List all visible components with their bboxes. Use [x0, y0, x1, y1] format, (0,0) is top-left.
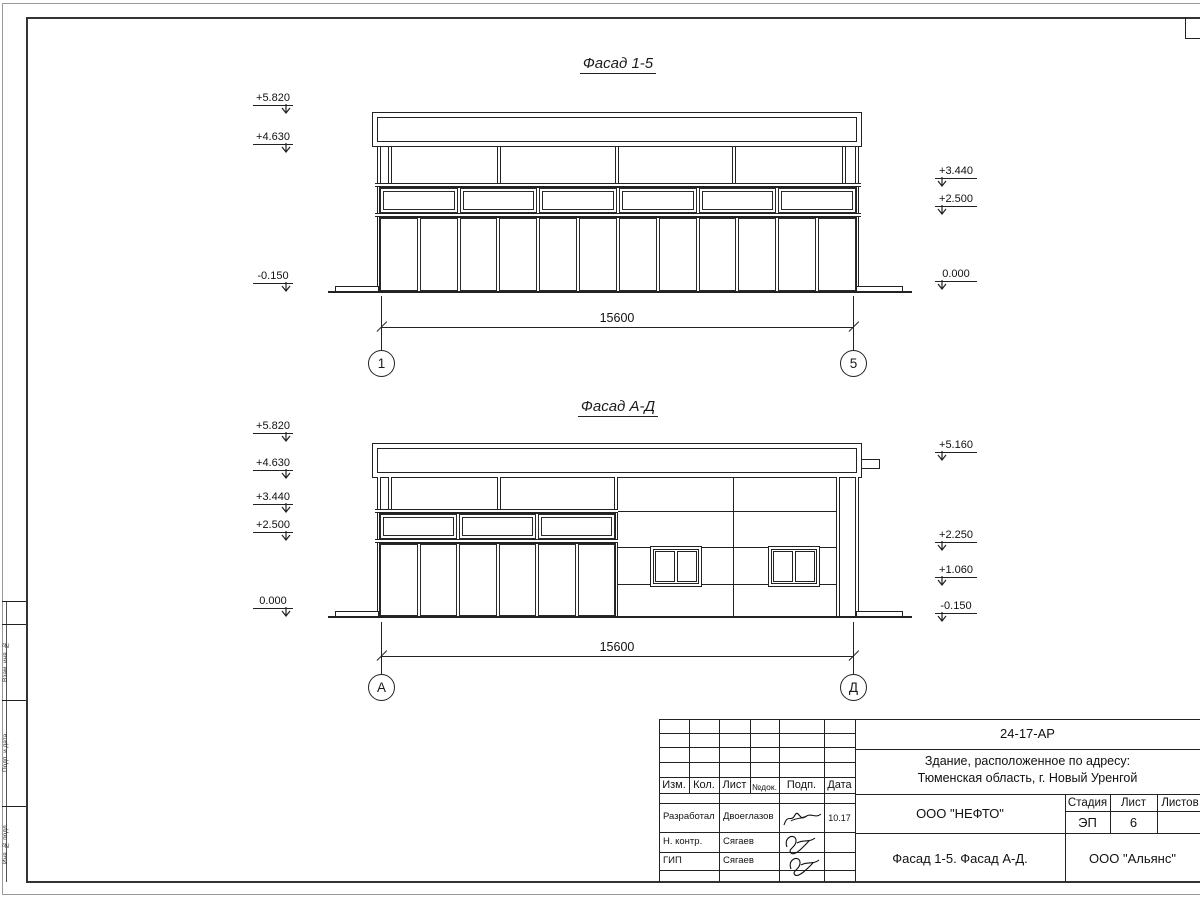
elevation-mark: +2.500: [253, 519, 293, 533]
axis-bubble: А: [368, 674, 395, 701]
ground-line: [328, 291, 912, 293]
axis-bubble: 5: [840, 350, 867, 377]
address-line-2: Тюменская область, г. Новый Уренгой: [917, 771, 1138, 785]
ground-line: [328, 616, 912, 618]
elevation-mark: 0.000: [253, 595, 293, 609]
outer-border-top: [2, 3, 1200, 4]
dimension-label: 15600: [599, 311, 635, 325]
stage-value: ЭП: [1078, 815, 1097, 830]
dimension-line: [381, 656, 853, 657]
window: [768, 546, 820, 587]
dimension-line: [381, 327, 853, 328]
elevation-mark: +2.250: [935, 529, 977, 543]
elevation-mark: +3.440: [935, 165, 977, 179]
sheets-label: Листов: [1161, 797, 1199, 809]
elevation-mark: +3.440: [253, 491, 293, 505]
elevation-mark: +1.060: [935, 564, 977, 578]
elevation-mark: 0.000: [935, 268, 977, 282]
frame-left: [26, 17, 28, 883]
frame-bottom: [26, 881, 1200, 883]
col-kol: Кол.: [693, 779, 715, 791]
facade-title: Фасад 1-5: [518, 55, 718, 72]
signature: [781, 805, 823, 831]
roof-pipe: [861, 459, 880, 469]
signature: [779, 831, 825, 879]
elevation-mark: +4.630: [253, 131, 293, 145]
row-name: Двоеглазов: [723, 811, 774, 822]
binding-label: Инв. № подл.: [2, 823, 9, 865]
outer-border-bottom: [2, 894, 1200, 895]
transom-row: [379, 513, 616, 540]
elevation-mark: +4.630: [253, 457, 293, 471]
sheet-title: Фасад 1-5. Фасад А-Д.: [892, 851, 1028, 866]
sheet-value: 6: [1129, 815, 1138, 830]
wall-joint: [618, 511, 836, 512]
elevation-mark: -0.150: [253, 270, 293, 284]
row-date: 10.17: [828, 813, 851, 823]
col-podp: Подп.: [786, 779, 817, 791]
elevation-mark: +5.820: [253, 420, 293, 434]
top-right-stamp-box: [1185, 17, 1186, 39]
facade-title: Фасад А-Д: [518, 398, 718, 415]
row-role: Н. контр.: [663, 836, 703, 847]
axis-bubble: 1: [368, 350, 395, 377]
company-name: ООО "Альянс": [1089, 851, 1176, 866]
row-name: Сягаев: [723, 836, 754, 847]
doc-number: 24-17-АР: [1000, 726, 1055, 741]
stage-label: Стадия: [1067, 797, 1108, 809]
storefront-glazing: [379, 217, 857, 292]
col-data: Дата: [827, 779, 852, 791]
transom-row: [379, 187, 857, 214]
corner-column-right: [855, 477, 859, 617]
row-name: Сягаев: [723, 855, 754, 866]
binding-label: Подп. и дата: [2, 733, 9, 773]
elevation-mark: +5.160: [935, 439, 977, 453]
frame-top: [26, 17, 1200, 19]
col-izm: Изм.: [662, 779, 686, 791]
wall-joint: [733, 477, 734, 617]
row-role: Разработал: [663, 811, 715, 822]
binding-label: Взам. инв. №: [2, 641, 9, 683]
elevation-mark: -0.150: [935, 600, 977, 614]
window: [650, 546, 702, 587]
org-name: ООО "НЕФТО": [916, 806, 1004, 821]
address-line-1: Здание, расположенное по адресу:: [924, 754, 1131, 768]
row-role: ГИП: [663, 855, 682, 866]
storefront-glazing: [379, 543, 616, 617]
elevation-mark: +5.820: [253, 92, 293, 106]
dimension-label: 15600: [599, 640, 635, 654]
axis-bubble: Д: [840, 674, 867, 701]
elevation-mark: +2.500: [935, 193, 977, 207]
col-list: Лист: [722, 779, 747, 791]
sheet-label: Лист: [1121, 797, 1146, 809]
col-ndok: №док.: [752, 782, 777, 792]
